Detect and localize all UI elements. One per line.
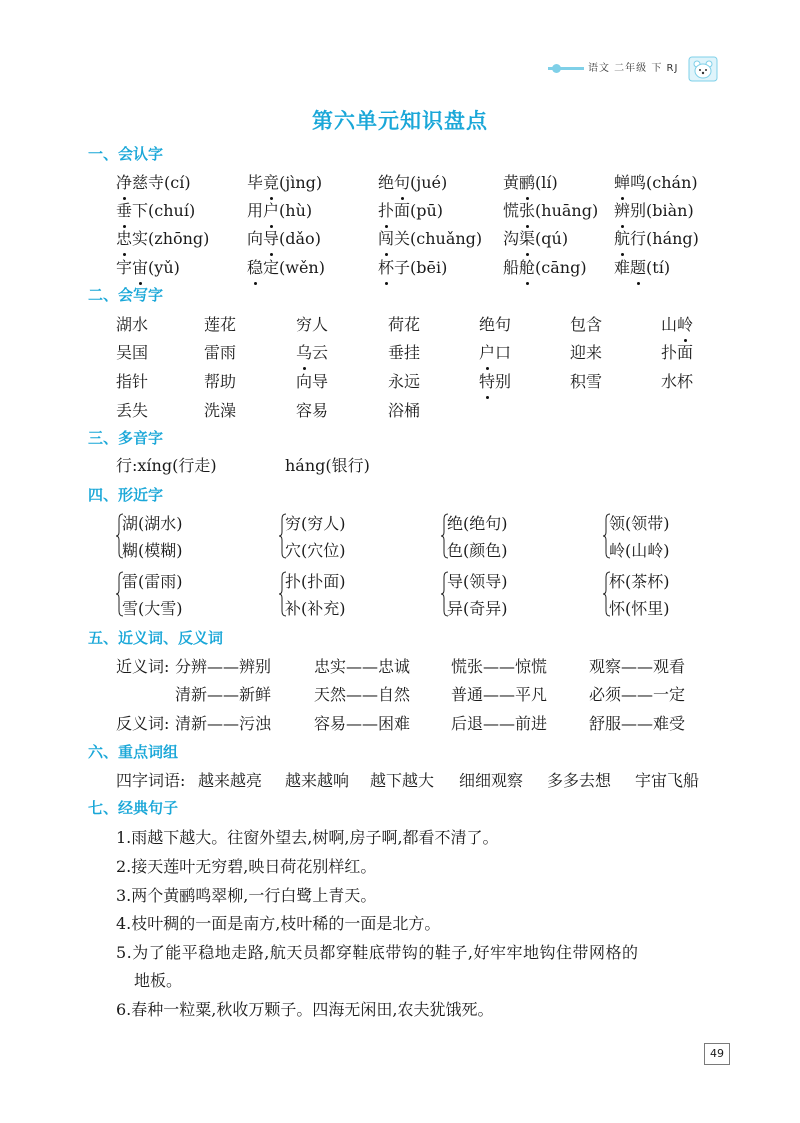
emphasis-dot-char: 净 [116,170,132,193]
write-word [661,369,693,392]
recognize-word [247,226,321,249]
word-text: 黄 [503,173,520,192]
recognize-word [503,226,568,249]
synonym-pair: 清新——新鲜 [175,685,272,704]
word-text: 水 [132,315,149,334]
word-text: 易 [312,401,329,420]
emphasis-dot-char: 航 [614,226,630,249]
write-word [116,312,148,335]
write-word [116,369,148,392]
sentence: 4.枝叶稠的一面是南方,枝叶稀的一面是北方。 [116,914,441,933]
emphasis-dot-char: 张 [519,198,535,221]
phrase-item: 宇宙飞船 [635,771,700,790]
similar-char: 穴(穴位) [285,541,346,560]
section-heading-sentences: 七、经典句子 [88,799,179,817]
recognize-word [614,255,670,278]
word-text: (hù) [279,201,313,220]
antonym-pair: 清新——污浊 [175,714,272,733]
write-word [296,340,328,363]
word-text: 水 [661,372,678,391]
write-word [661,312,693,335]
word-text: (dǎo) [279,229,321,248]
similar-char: 异(奇异) [447,599,508,618]
word-text: 向 [296,372,313,391]
word-text: 难 [614,258,631,277]
word-text: 雨 [220,343,237,362]
section-heading-polyphone: 三、多音字 [88,429,164,447]
emphasis-dot-char: 竟 [263,170,279,193]
write-word [204,398,236,421]
emphasis-dot-char: 渠 [519,226,535,249]
recognize-word [503,255,587,278]
recognize-word [378,255,447,278]
word-text: 助 [220,372,237,391]
write-word [388,340,420,363]
write-word [388,369,420,392]
emphasis-dot-char: 乌 [296,340,312,363]
sentence: 2.接天莲叶无穷碧,映日荷花别样红。 [116,857,377,876]
write-word [479,369,511,392]
word-text: 澡 [220,401,237,420]
word-text: 沟 [503,229,520,248]
write-word [570,369,602,392]
write-word [116,398,148,421]
word-text: 句 [495,315,512,334]
recognize-word [116,226,209,249]
word-text: 慌 [503,201,520,220]
write-word [388,312,420,335]
word-text: 面 [677,343,694,362]
write-word [204,369,236,392]
word-text: 穷 [296,315,313,334]
write-word [570,340,602,363]
word-text: 挂 [404,343,421,362]
recognize-word [378,198,443,221]
emphasis-dot-char: 宙 [132,255,148,278]
word-text: 洗 [204,401,221,420]
word-text: 绝 [378,173,395,192]
emphasis-dot-char: 舱 [519,255,535,278]
word-text: 雪 [586,372,603,391]
word-text: 下(chuí) [132,201,196,220]
word-text: 积 [570,372,587,391]
phrase-item: 细细观察 [459,771,524,790]
word-text: 向 [247,229,264,248]
word-text: 别(biàn) [630,201,694,220]
similar-char: 领(领带) [609,514,670,533]
recognize-word [503,198,598,221]
word-text: (yǔ) [148,258,180,277]
polyphone-label: 行:xíng(行走) [116,456,217,475]
emphasis-dot-char: 辨 [614,198,630,221]
section-heading-synonyms: 五、近义词、反义词 [88,629,224,647]
write-word [479,340,511,363]
word-text: (tí) [646,258,671,277]
word-text: 鸣(chán) [630,173,698,192]
phrase-item: 多多去想 [547,771,612,790]
word-text: 别 [495,372,512,391]
write-word [570,312,602,335]
word-text: 雷 [204,343,221,362]
word-text: 行(háng) [630,229,699,248]
emphasis-dot-char: 特 [479,369,495,392]
polyphone-second: háng(银行) [285,456,370,475]
word-text: (qú) [535,229,569,248]
word-text: 慈寺(cí) [132,173,191,192]
synonym-pair: 观察——观看 [589,657,686,676]
synonym-pair: 普通——平凡 [451,685,548,704]
section-heading-similar: 四、形近字 [88,486,164,504]
similar-char: 穷(穷人) [285,514,346,533]
word-text: 远 [404,372,421,391]
recognize-word [116,255,180,278]
emphasis-dot-char: 户 [263,198,279,221]
section-heading-recognize: 一、会认字 [88,145,164,163]
word-text: 吴 [116,343,133,362]
antonym-pair: 后退——前进 [451,714,548,733]
emphasis-dot-char: 杯 [378,255,394,278]
word-text: 容 [296,401,313,420]
recognize-word [614,170,698,193]
similar-char: 色(颜色) [447,541,508,560]
synonym-pair: 忠实——忠诚 [314,657,411,676]
word-text: 荷 [388,315,405,334]
phrase-item: 越下越大 [370,771,435,790]
similar-char: 导(领导) [447,572,508,591]
page-number: 49 [704,1043,730,1065]
recognize-word [614,226,699,249]
sentence: 6.春种一粒粟,秋收万颗子。四海无闲田,农夫犹饿死。 [116,1000,494,1019]
word-text: 面(pū) [394,201,444,220]
word-text: 含 [586,315,603,334]
synonym-label: 近义词: [116,657,170,676]
word-text: 绝 [479,315,496,334]
word-text: 来 [586,343,603,362]
similar-char: 怀(怀里) [609,599,670,618]
recognize-word [503,170,558,193]
word-text: 花 [404,315,421,334]
similar-char: 糊(模糊) [122,541,183,560]
write-word [296,312,328,335]
write-word [116,340,148,363]
word-text: (lí) [535,173,558,192]
word-text: 导 [312,372,329,391]
phrase-label: 四字词语: [116,771,186,790]
word-text: 失 [132,401,149,420]
word-text: 花 [220,315,237,334]
recognize-word [247,170,322,193]
recognize-word [378,170,447,193]
word-text: 丢 [116,401,133,420]
emphasis-dot-char: 鹂 [519,170,535,193]
write-word [661,340,693,363]
bear-mascot-icon [688,56,718,82]
word-text: (jué) [410,173,448,192]
emphasis-dot-char: 垂 [116,198,132,221]
similar-char: 雷(雷雨) [122,572,183,591]
similar-char: 补(补充) [285,599,346,618]
word-text: 杯 [677,372,694,391]
emphasis-dot-char: 导 [263,226,279,249]
word-text: 人 [312,315,329,334]
word-text: 浴 [388,401,405,420]
write-word [204,312,236,335]
word-text: 子(bēi) [394,258,448,277]
word-text: 国 [132,343,149,362]
section-heading-phrases: 六、重点词组 [88,743,179,761]
emphasis-dot-char: 蝉 [614,170,630,193]
sentence-continuation: 地板。 [134,971,183,990]
word-text: 湖 [116,315,133,334]
similar-char: 雪(大雪) [122,599,183,618]
synonym-pair: 天然——自然 [314,685,411,704]
word-text: 云 [312,343,329,362]
recognize-word [247,255,325,278]
write-word [296,369,328,392]
write-word [296,398,328,421]
word-text: 宇 [116,258,133,277]
word-text: 毕 [247,173,264,192]
similar-char: 湖(湖水) [122,514,183,533]
word-text: 关(chuǎng) [394,229,483,248]
word-text: 山 [661,315,678,334]
phrase-item: 越来越亮 [198,771,263,790]
section-heading-write: 二、会写字 [88,286,164,304]
antonym-label: 反义词: [116,714,170,733]
emphasis-dot-char: 岭 [677,312,693,335]
recognize-word [116,170,191,193]
similar-char: 岭(山岭) [609,541,670,560]
word-text: 帮 [204,372,221,391]
header-text: 语文 二年级 下 RJ [584,59,682,74]
word-text: 扑 [661,343,678,362]
write-word [204,340,236,363]
recognize-word [247,198,312,221]
synonym-pair: 分辨——辨别 [175,657,272,676]
recognize-word [614,198,694,221]
sentence: 3.两个黄鹂鸣翠柳,一行白鹭上青天。 [116,886,377,905]
word-text: 用 [247,201,264,220]
write-word [388,398,420,421]
word-text: 口 [495,343,512,362]
sentence: 5.为了能平稳地走路,航天员都穿鞋底带钩的鞋子,好牢牢地钩住带网格的 [116,943,639,962]
page-title: 第六单元知识盘点 [312,109,488,133]
similar-char: 绝(绝句) [447,514,508,533]
emphasis-dot-char: 户 [479,340,495,363]
word-text: 迎 [570,343,587,362]
emphasis-dot-char: 忠 [116,226,132,249]
word-text: 实(zhōng) [132,229,210,248]
header-dot [552,64,561,73]
word-text: (jìng) [279,173,323,192]
word-text: 包 [570,315,587,334]
word-text: (huāng) [535,201,599,220]
word-text: 莲 [204,315,221,334]
word-text: 桶 [404,401,421,420]
antonym-pair: 舒服——难受 [589,714,686,733]
word-text: 永 [388,372,405,391]
word-text: 船 [503,258,520,277]
recognize-word [378,226,482,249]
emphasis-dot-char: 扑 [378,198,394,221]
recognize-word [116,198,195,221]
synonym-pair: 必须——一定 [589,685,686,704]
emphasis-dot-char: 稳 [247,255,263,278]
write-word [479,312,511,335]
similar-char: 扑(扑面) [285,572,346,591]
similar-char: 杯(茶杯) [609,572,670,591]
emphasis-dot-char: 句 [394,170,410,193]
word-text: (cāng) [535,258,587,277]
word-text: 垂 [388,343,405,362]
sentence: 1.雨越下越大。往窗外望去,树啊,房子啊,都看不清了。 [116,828,499,847]
emphasis-dot-char: 闯 [378,226,394,249]
word-text: 定(wěn) [263,258,325,277]
phrase-item: 越来越响 [285,771,350,790]
emphasis-dot-char: 题 [630,255,646,278]
synonym-pair: 慌张——惊慌 [451,657,548,676]
word-text: 针 [132,372,149,391]
word-text: 指 [116,372,133,391]
antonym-pair: 容易——困难 [314,714,411,733]
